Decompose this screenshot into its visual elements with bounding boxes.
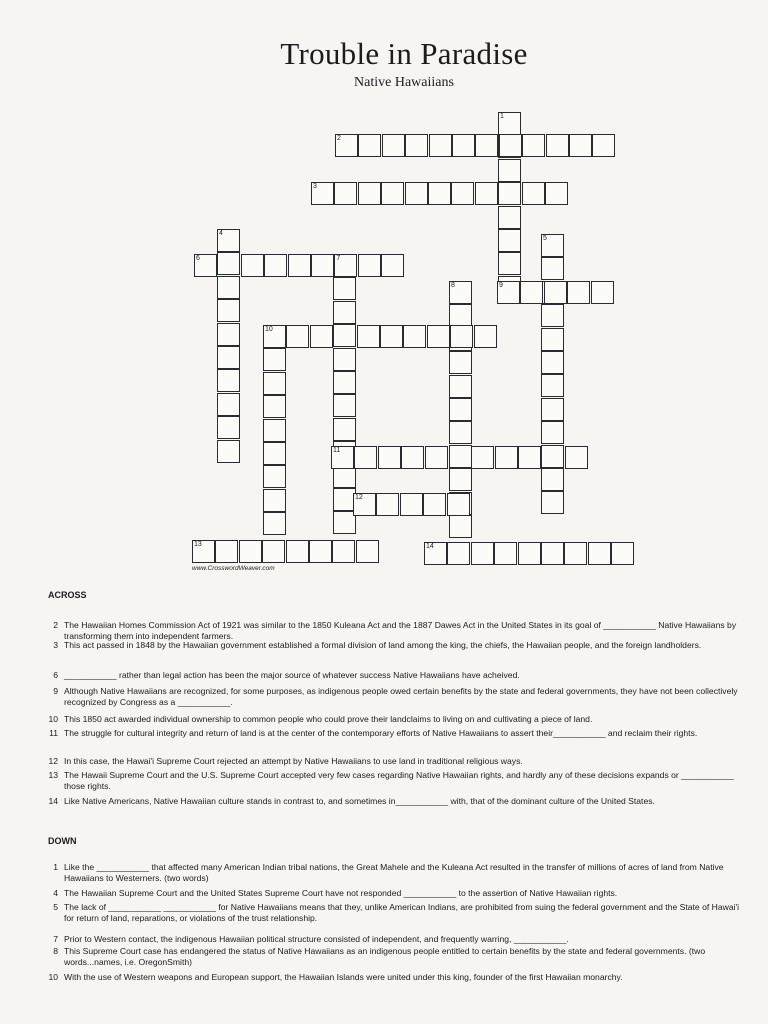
crossword-cell[interactable] [498,252,521,275]
clue-text: The lack of ___________ ___________ for Native Hawaiians means that they, unlike American Indians, are prohibited from suing the federal government and the State of Hawai'i for return of land, reparations, or violations of the trust relationship. [64,902,740,924]
crossword-cell[interactable] [541,421,564,444]
clue-number: 13 [194,541,202,548]
crossword-cell[interactable] [217,369,240,392]
crossword-cell[interactable] [333,301,356,324]
crossword-cell[interactable] [498,229,521,252]
clue-number: 14 [48,796,58,806]
crossword-cell[interactable] [376,493,399,516]
crossword-cell[interactable] [541,328,564,351]
crossword-cell[interactable] [217,440,240,463]
clue-number: 1 [53,862,58,872]
clue-text: This 1850 act awarded individual ownership to common people who could prove their landclaims to living on and cultivating a piece of land. [64,714,593,724]
clue-number: 10 [265,326,273,333]
crossword-cell[interactable] [497,281,520,304]
crossword-cell[interactable] [449,351,472,374]
clue-text: This Supreme Court case has endangered the status of Native Hawaiians as an indigenous people entitled to certain benefits by the state and federal governments. (two words...names, i.e. OregonSmith) [64,946,706,968]
crossword-cell[interactable] [288,254,311,277]
crossword-cell[interactable] [475,134,498,157]
clue-text: With the use of Western weapons and European support, the Hawaiian Islands were united under this king, founder of the first Hawaiian monarchy. [64,972,623,982]
clue-number: 2 [53,620,58,630]
crossword-cell[interactable] [217,393,240,416]
crossword-cell[interactable] [494,542,517,565]
crossword-cell[interactable] [471,542,494,565]
crossword-cell[interactable] [452,134,475,157]
clue-number: 2 [337,135,341,142]
crossword-cell[interactable] [569,134,592,157]
crossword-cell[interactable] [518,542,541,565]
crossword-cell[interactable] [541,304,564,327]
crossword-cell[interactable] [541,351,564,374]
crossword-cell[interactable] [357,325,380,348]
clue-number: 4 [53,888,58,898]
crossword-cell[interactable] [429,134,452,157]
crossword-cell[interactable] [217,323,240,346]
clue-text: Like Native Americans, Native Hawaiian culture stands in contrast to, and sometimes in___________ with, that of the dominant culture of the United States. [64,796,655,806]
crossword-cell[interactable] [449,281,472,304]
crossword-cell[interactable] [333,394,356,417]
crossword-cell[interactable] [565,446,588,469]
clue-number: 6 [196,255,200,262]
page-title: Trouble in Paradise [280,36,528,71]
crossword-cell[interactable] [286,540,309,563]
crossword-cell[interactable] [358,182,381,205]
clue-number: 7 [336,255,341,262]
clue-number: 3 [53,640,58,650]
clue-number: 5 [543,235,547,242]
clue-text: The struggle for cultural integrity and return of land is at the center of the contemporary efforts of Native Hawaiians to assert their___________ and reclaim their rights. [64,728,698,738]
crossword-cell[interactable] [449,375,472,398]
clue-number: 10 [48,714,58,724]
across-clue [40,728,745,739]
crossword-cell[interactable] [475,182,498,205]
crossword-cell[interactable] [588,542,611,565]
clue-number: 8 [53,946,58,956]
crossword-cell[interactable] [546,134,569,157]
crossword-cell[interactable] [333,418,356,441]
crossword-cell[interactable] [217,299,240,322]
crossword-cell[interactable] [591,281,614,304]
clue-number: 8 [451,282,455,289]
clue-number: 11 [333,447,341,454]
crossword-cell[interactable] [333,348,356,371]
crossword-cell[interactable] [567,281,590,304]
crossword-cell[interactable] [498,206,521,229]
across-clue [40,640,745,651]
clue-number: 12 [355,494,363,501]
crossword-cell[interactable] [541,257,564,280]
crossword-cell[interactable] [358,254,381,277]
crossword-cell[interactable] [447,542,470,565]
crossword-cell[interactable] [541,234,564,257]
crossword-cell[interactable] [541,542,564,565]
crossword-cell[interactable] [449,304,472,327]
clue-number: 1 [500,113,504,120]
crossword-cell[interactable] [522,134,545,157]
crossword-cell[interactable] [332,540,355,563]
crossword-cell[interactable] [217,252,240,275]
crossword-cell[interactable] [545,182,568,205]
crossword-cell[interactable] [405,134,428,157]
crossword-cell[interactable] [403,325,426,348]
crossword-cell[interactable] [449,445,472,468]
crossword-cell[interactable] [263,512,286,535]
crossword-cell[interactable] [263,395,286,418]
crossword-cell[interactable] [333,371,356,394]
crossword-cell[interactable] [192,540,215,563]
crossword-cell[interactable] [286,325,309,348]
crossword-cell[interactable] [498,182,521,205]
crossword-cell[interactable] [215,540,238,563]
crossword-cell[interactable] [263,465,286,488]
across-clue [40,686,745,709]
clue-text: Although Native Hawaiians are recognized, for some purposes, as indigenous people owed certain benefits by the state and federal governments, they have not been collectively recognized by Congress as a ___________. [64,686,738,708]
crossword-cell[interactable] [381,254,404,277]
across-clue [40,756,745,767]
crossword-cell[interactable] [263,325,286,348]
crossword-cell[interactable] [498,112,521,135]
crossword-cell[interactable] [474,325,497,348]
crossword-cell[interactable] [541,491,564,514]
clue-text: The Hawaiian Homes Commission Act of 1921 was similar to the 1850 Kuleana Act and the 1887 Dawes Act in the United States in its goal of ___________ Native Hawaiians by transforming them into independent farmers. [64,620,737,642]
clue-text: Prior to Western contact, the indigenous Hawaiian political structure consisted of independent, and frequently warring, ___________. [64,934,569,944]
clue-number: 11 [49,728,58,738]
crossword-cell[interactable] [451,182,474,205]
crossword-cell[interactable] [541,398,564,421]
crossword-cell[interactable] [333,277,356,300]
clue-number: 4 [219,230,223,237]
crossword-cell[interactable] [423,493,446,516]
crossword-cell[interactable] [263,419,286,442]
crossword-cell[interactable] [263,442,286,465]
clue-text: Like the ___________ that affected many American Indian tribal nations, the Great Mahele and the Kuleana Act resulted in the transfer of millions of acres of land from Native Hawaiians to Westerners. (two words) [64,862,724,884]
crossword-cell[interactable] [217,416,240,439]
crossword-cell[interactable] [425,446,448,469]
crossword-cell[interactable] [400,493,423,516]
crossword-cell[interactable] [382,134,405,157]
down-heading: DOWN [48,836,77,846]
crossword-cell[interactable] [449,468,472,491]
across-clue [40,770,745,793]
crossword-cell[interactable] [356,540,379,563]
crossword-cell[interactable] [449,421,472,444]
clue-number: 12 [48,756,58,766]
across-clue [40,670,745,681]
clue-number: 9 [53,686,58,696]
page-subtitle: Native Hawaiians [354,75,454,90]
crossword-cell[interactable] [380,325,403,348]
crossword-cell[interactable] [381,182,404,205]
crossword-cell[interactable] [241,254,264,277]
crossword-cell[interactable] [358,134,381,157]
crossword-cell[interactable] [495,446,518,469]
across-clue [40,796,745,807]
clue-number: 7 [53,934,58,944]
crossword-cell[interactable] [498,159,521,182]
clue-number: 10 [48,972,58,982]
down-clue [40,902,745,925]
crossword-cell[interactable] [217,229,240,252]
down-clue [40,972,745,983]
crossword-cell[interactable] [264,254,287,277]
source-credit: www.CrosswordWeaver.com [192,565,275,572]
crossword-cell[interactable] [333,324,356,347]
crossword-cell[interactable] [499,134,522,157]
down-clue [40,888,745,899]
crossword-cell[interactable] [518,446,541,469]
crossword-cell[interactable] [450,325,473,348]
crossword-cell[interactable] [541,468,564,491]
clue-number: 14 [426,543,434,550]
clue-number: 5 [53,902,58,912]
crossword-cell[interactable] [334,182,357,205]
crossword-cell[interactable] [310,325,333,348]
down-clue [40,862,745,885]
crossword-cell[interactable] [541,374,564,397]
crossword-cell[interactable] [217,346,240,369]
clue-text: This act passed in 1848 by the Hawaiian government established a formal division of land among the king, the chiefs, the Hawaiian people, and the foreign landholders. [64,640,702,650]
down-clue [40,934,745,945]
crossword-cell[interactable] [401,446,424,469]
crossword-cell[interactable] [428,182,451,205]
crossword-cell[interactable] [262,540,285,563]
clue-number: 13 [48,770,58,780]
clue-number: 3 [313,183,317,190]
crossword-cell[interactable] [449,515,472,538]
crossword-cell[interactable] [263,489,286,512]
crossword-cell[interactable] [263,372,286,395]
crossword-cell[interactable] [217,276,240,299]
clue-text: ___________ rather than legal action has been the major source of whatever success Native Hawaiians have acheived. [64,670,520,680]
down-clue [40,946,745,969]
clue-number: 9 [499,282,503,289]
crossword-cell[interactable] [449,398,472,421]
clue-text: The Hawaiian Supreme Court and the United States Supreme Court have not responded ___________ to the assertion of Native Hawaiian rights. [64,888,618,898]
crossword-cell[interactable] [354,446,377,469]
crossword-cell[interactable] [520,281,543,304]
crossword-cell[interactable] [311,182,334,205]
across-heading: ACROSS [48,590,87,600]
crossword-cell[interactable] [611,542,634,565]
crossword-cell[interactable] [335,134,358,157]
crossword-cell[interactable] [194,254,217,277]
crossword-cell[interactable] [592,134,615,157]
crossword-cell[interactable] [471,446,494,469]
crossword-cell[interactable] [378,446,401,469]
across-clue [40,714,745,725]
crossword-cell[interactable] [309,540,332,563]
crossword-cell[interactable] [544,281,567,304]
crossword-cell[interactable] [239,540,262,563]
crossword-cell[interactable] [564,542,587,565]
crossword-cell[interactable] [522,182,545,205]
crossword-cell[interactable] [331,446,354,469]
crossword-cell[interactable] [427,325,450,348]
crossword-cell[interactable] [311,254,334,277]
clue-number: 6 [53,670,58,680]
crossword-cell[interactable] [263,348,286,371]
crossword-cell[interactable] [353,493,376,516]
clue-text: In this case, the Hawai'i Supreme Court rejected an attempt by Native Hawaiians to use land in traditional religious ways. [64,756,523,766]
crossword-cell[interactable] [541,445,564,468]
clue-text: The Hawaii Supreme Court and the U.S. Supreme Court accepted very few cases regarding Native Hawaiian rights, and hardly any of these decisions expands or ___________ those rights. [64,770,734,792]
crossword-cell[interactable] [405,182,428,205]
crossword-cell[interactable] [424,542,447,565]
crossword-cell[interactable] [334,254,357,277]
crossword-cell[interactable] [447,493,470,516]
